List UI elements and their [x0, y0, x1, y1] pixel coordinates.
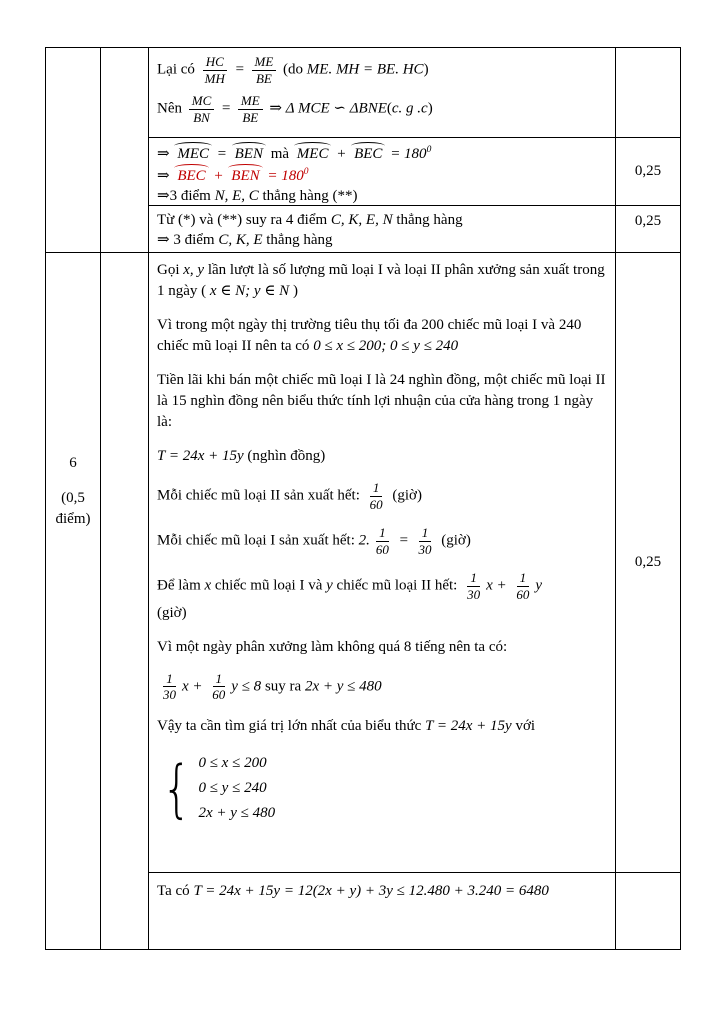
sub-question-column	[101, 48, 149, 949]
text-run: 3 điểm	[173, 232, 219, 248]
math-run: +	[332, 146, 351, 162]
cases-item: 2x + y ≤ 480	[198, 805, 276, 822]
math-run: = 180	[386, 146, 427, 162]
score-value: 0,25	[634, 213, 662, 229]
text-run: (nghìn đồng)	[243, 448, 326, 464]
question-number: 6	[69, 455, 77, 471]
cases-items	[198, 751, 275, 826]
content-line	[157, 570, 607, 623]
math-run: x	[182, 678, 189, 695]
text-run: (giờ)	[388, 487, 422, 504]
content-line	[157, 525, 607, 557]
angle-widehat: MEC	[294, 142, 332, 162]
fraction-numerator: ME	[252, 54, 277, 71]
sub-question-empty-cell-top	[101, 48, 148, 253]
math-run: N, E, C	[214, 188, 259, 204]
question-number-empty-cell	[46, 48, 100, 253]
text-run: Vậy ta cần tìm giá trị lớn nhất của biểu thức	[157, 717, 426, 734]
math-run: c. g .c	[391, 100, 428, 117]
fraction	[416, 525, 435, 557]
text-run: lần lượt là số lượng mũ loại I và loại II phân xưởng sản xuất trong 1 ngày (	[157, 262, 605, 299]
text-run: Nên	[157, 100, 186, 117]
fraction	[367, 480, 386, 512]
table-row	[149, 138, 680, 206]
angle-widehat: BEN	[232, 142, 266, 162]
text-run: với	[511, 717, 536, 734]
question-points: (0,5 điểm)	[55, 490, 91, 527]
content-line	[157, 446, 607, 467]
text-run: 3 điểm	[169, 188, 215, 204]
table-row	[149, 873, 680, 949]
content-line	[157, 230, 607, 250]
fraction-numerator: 1	[163, 671, 176, 688]
fraction-numerator: 1	[213, 671, 226, 688]
cases-item: 0 ≤ x ≤ 200	[198, 755, 267, 772]
fraction	[464, 570, 483, 602]
text-run: thẳng hàng (**)	[258, 188, 358, 204]
superscript: 0	[426, 145, 432, 155]
text-run: (do	[279, 61, 307, 78]
content-line	[157, 260, 607, 302]
fraction-denominator: 60	[516, 586, 530, 602]
content-line	[157, 671, 607, 703]
math-run: y	[535, 577, 543, 594]
cases-group	[157, 750, 275, 828]
math-run: y ≤ 8	[231, 678, 262, 695]
cases-item: 0 ≤ y ≤ 240	[198, 780, 267, 797]
fraction-denominator: BE	[242, 109, 259, 125]
math-run: ME. MH = BE. HC	[306, 61, 424, 78]
table-row	[149, 206, 680, 253]
fraction-numerator: 1	[370, 480, 383, 497]
content-line	[157, 93, 607, 125]
content-line	[157, 637, 607, 658]
score-cell	[615, 138, 680, 205]
math-run: ⇒	[157, 232, 174, 248]
angle-widehat: BEC	[351, 142, 385, 162]
inequality-system	[157, 750, 607, 828]
fraction	[160, 671, 179, 703]
fraction	[238, 93, 263, 125]
text-run: Để làm	[157, 577, 205, 594]
left-brace: {	[161, 751, 192, 825]
score-cell	[615, 253, 680, 872]
text-run: thẳng hàng	[392, 212, 463, 228]
answer-key-table	[45, 47, 681, 950]
fraction-denominator: 60	[369, 496, 383, 512]
text-run: Ta có	[157, 883, 194, 899]
content-line	[157, 54, 607, 86]
question-number-cell	[46, 253, 100, 949]
fraction-numerator: 1	[419, 525, 432, 542]
score-cell	[615, 873, 680, 949]
fraction	[189, 93, 215, 125]
math-run: 0 ≤ x ≤ 200; 0 ≤ y ≤ 240	[313, 338, 459, 354]
content-line	[157, 142, 607, 164]
math-run: 2x + y ≤ 480	[304, 678, 382, 695]
math-run: C, K, E, N	[330, 212, 393, 228]
table-row	[149, 253, 680, 873]
math-run: +	[188, 678, 207, 695]
math-run: =	[230, 61, 249, 78]
question-number-column	[46, 48, 101, 949]
math-run: T = 24x + 15y = 12(2x + y) + 3y ≤ 12.480 + 3.240 = 6480	[193, 883, 549, 899]
fraction-denominator: 60	[375, 541, 389, 557]
text-run: Vì trong một ngày thị trường tiêu thụ tối đa 200 chiếc mũ loại I và 240 chiếc mũ loại II nên ta có	[157, 317, 582, 354]
text-run: chiếc mũ loại II hết:	[332, 577, 462, 594]
score-value: 0,25	[634, 163, 662, 179]
math-run: ⇒	[157, 146, 174, 162]
text-run: Lại có	[157, 61, 199, 78]
math-run-red: = 180	[263, 168, 304, 184]
fraction-denominator: 60	[212, 687, 226, 703]
fraction-numerator: MC	[189, 93, 215, 110]
score-cell	[615, 206, 680, 252]
text-run: mà	[266, 146, 293, 162]
math-run: +	[492, 577, 511, 594]
angle-widehat-red: BEN	[228, 164, 262, 184]
math-run: ⇒	[157, 188, 170, 204]
fraction-numerator: ME	[238, 93, 263, 110]
math-run: T = 24x + 15y	[157, 448, 244, 464]
math-run: ⇒	[157, 168, 174, 184]
text-run: suy ra	[261, 678, 305, 695]
fraction-denominator: BE	[255, 70, 272, 86]
math-run: T = 24x + 15y	[425, 717, 512, 734]
text-run: )	[423, 61, 429, 78]
fraction	[252, 54, 277, 86]
table-row	[149, 48, 680, 138]
answer-content-cell	[149, 253, 615, 872]
content-line	[157, 186, 607, 205]
fraction-numerator: HC	[203, 54, 227, 71]
text-run: Vì một ngày phân xưởng làm không quá 8 tiếng nên ta có:	[157, 638, 508, 655]
math-run: ⇒ Δ MCE ∽ ΔBNE	[265, 100, 387, 117]
content-line	[157, 716, 607, 737]
content-line	[157, 315, 607, 357]
content-column	[149, 48, 680, 949]
fraction-numerator: 1	[376, 525, 389, 542]
fraction	[513, 570, 532, 602]
text-run: )	[427, 100, 433, 117]
sub-question-empty-cell-bottom	[101, 253, 148, 949]
math-run: x	[204, 577, 212, 594]
angle-widehat: MEC	[174, 142, 212, 162]
fraction	[373, 525, 392, 557]
text-run: chiếc mũ loại I và	[211, 577, 327, 594]
answer-content-cell	[149, 48, 615, 137]
fraction-denominator: 30	[467, 586, 481, 602]
math-run: x ∈ N; y ∈ N	[209, 283, 290, 299]
text-run: Mỗi chiếc mũ loại I sản xuất hết:	[157, 532, 359, 549]
text-run: Tiền lãi khi bán một chiếc mũ loại I là 24 nghìn đồng, một chiếc mũ loại II là 15 nghìn đồng nên biểu thức tính lợi nhuận của cửa hàng trong 1 ngày là:	[157, 372, 606, 430]
text-run: (giờ)	[157, 604, 187, 621]
fraction	[209, 671, 228, 703]
math-run: y	[326, 577, 333, 594]
answer-content-cell	[149, 873, 615, 949]
math-run: 2.	[358, 532, 370, 549]
content-line	[157, 210, 607, 230]
content-line	[157, 480, 607, 512]
fraction-numerator: 1	[467, 570, 480, 587]
text-run: )	[289, 283, 298, 299]
math-run: =	[217, 100, 235, 117]
fraction	[202, 54, 228, 86]
score-value: 0,25	[634, 554, 662, 570]
math-run-red: +	[209, 168, 228, 184]
text-run: (giờ)	[437, 532, 471, 549]
text-run: Gọi	[157, 262, 184, 278]
math-run: =	[394, 532, 413, 549]
text-run: (	[386, 100, 392, 117]
math-run: =	[213, 146, 231, 162]
math-run: C, K, E	[218, 232, 263, 248]
fraction-denominator: 30	[418, 541, 432, 557]
text-run: thẳng hàng	[262, 232, 333, 248]
answer-content-cell	[149, 206, 615, 252]
text-run: Từ (*) và (**) suy ra 4 điểm	[157, 212, 331, 228]
answer-content-cell	[149, 138, 615, 205]
content-line	[157, 164, 607, 186]
fraction-denominator: BN	[193, 109, 210, 125]
text-run: Mỗi chiếc mũ loại II sản xuất hết:	[157, 487, 364, 504]
fraction-numerator: 1	[517, 570, 530, 587]
math-run: x, y	[183, 262, 205, 278]
angle-widehat-red: BEC	[174, 164, 208, 184]
content-line	[157, 370, 607, 433]
content-line	[157, 880, 607, 902]
fraction-denominator: MH	[204, 70, 225, 86]
superscript-red: 0	[303, 167, 309, 177]
math-run: x	[486, 577, 493, 594]
score-cell	[615, 48, 680, 137]
fraction-denominator: 30	[163, 687, 176, 703]
